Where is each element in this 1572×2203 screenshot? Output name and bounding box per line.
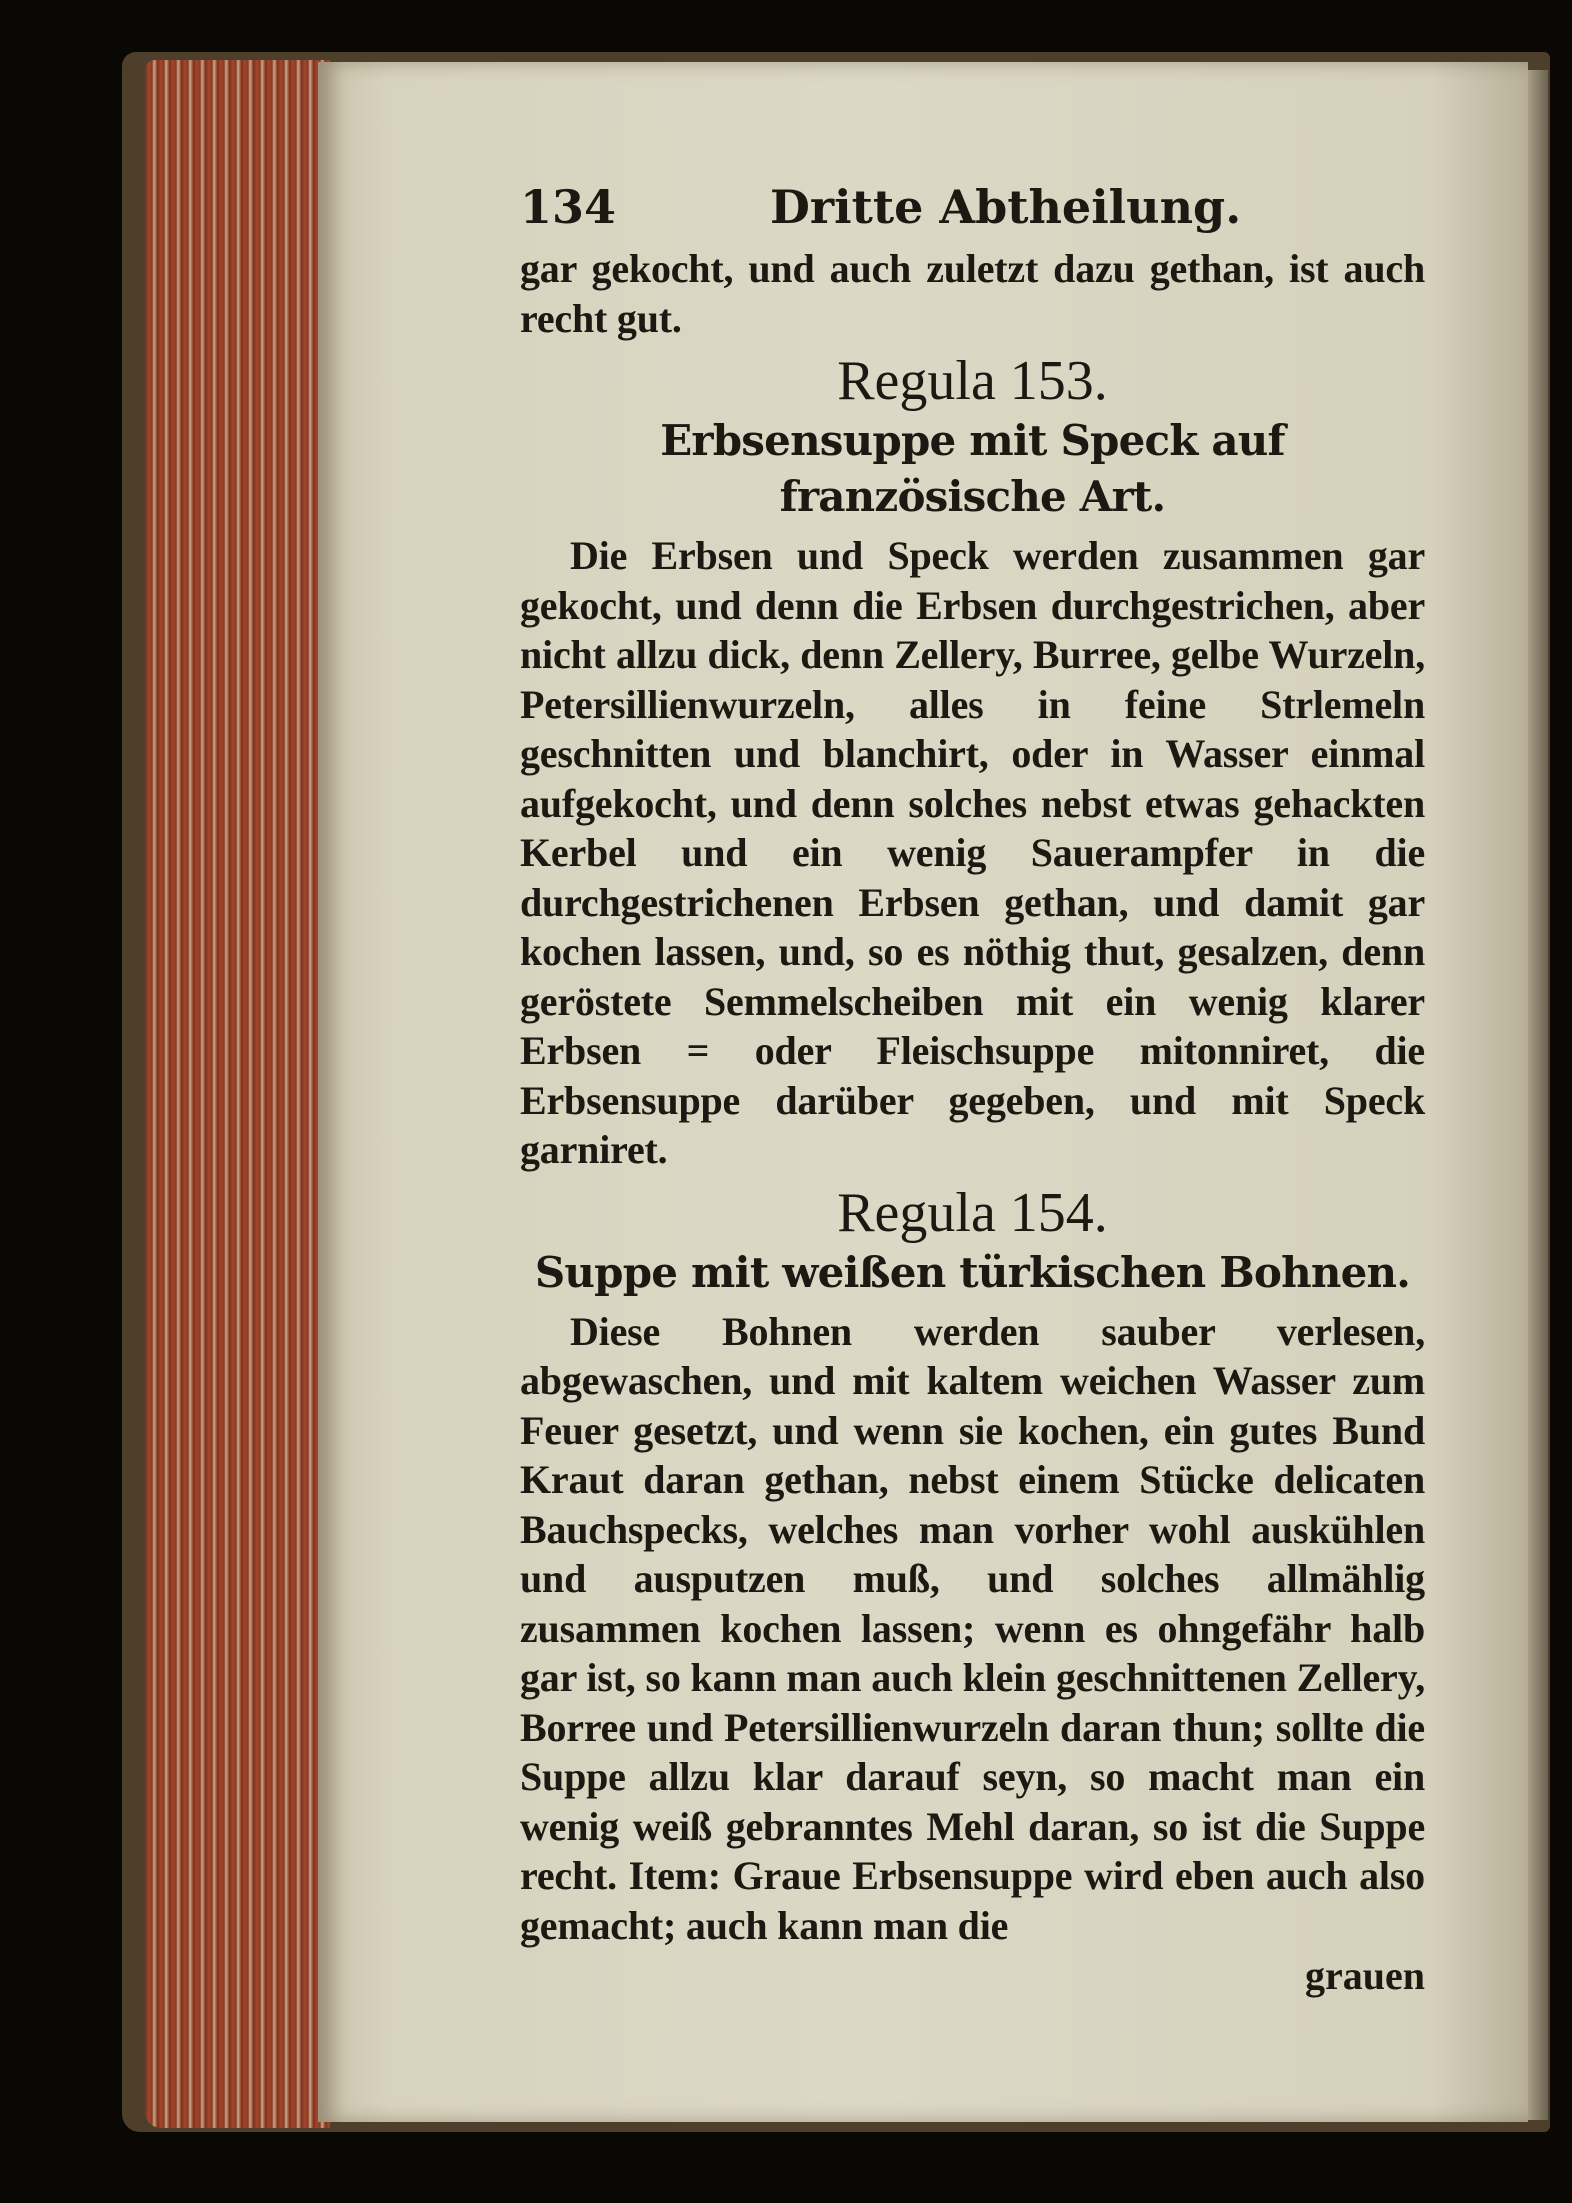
intro-paragraph: gar gekocht, und auch zuletzt dazu gethan, ist auch recht gut. xyxy=(520,246,1425,341)
page-gutter xyxy=(1528,70,1548,2120)
regula-154-title: Suppe mit weißen türkischen Bohnen. xyxy=(534,1247,1411,1297)
catchword: grauen xyxy=(1305,1953,1425,1998)
running-head: Dritte Abtheilung. xyxy=(770,180,1242,234)
regula-154-heading: Regula 154. xyxy=(837,1181,1108,1244)
page-edges xyxy=(145,60,330,2128)
page-number: 134 xyxy=(520,180,617,234)
regula-153-body: Die Erbsen und Speck werden zusammen gar gekocht, und denn die Erbsen durchgestrichen, aber nicht allzu dick, denn Zellery, Burree, gelbe Wurzeln, Petersillienwurzeln, alles in feine Strlemeln geschnitten und blanchirt, oder in Wasser einmal aufgekocht, und denn solches nebst etwas gehackten Kerbel und ein wenig Sauerampfer in die durchgestrichenen Erbsen gethan, und damit gar kochen lassen, und, so es nöthig thut, gesalzen, denn geröstete Semmelscheiben mit ein wenig klarer Erbsen = oder Fleischsuppe mitonniret, die Erbsensuppe darüber gegeben, und mit Speck garniret. xyxy=(520,533,1425,1172)
page-text xyxy=(520,180,1425,1999)
page-header xyxy=(520,180,1425,244)
regula-153-heading: Regula 153. xyxy=(837,350,1108,412)
regula-153-title: Erbsensuppe mit Speck auf französische Art. xyxy=(660,416,1285,521)
regula-154-body: Diese Bohnen werden sauber verlesen, abgewaschen, und mit kaltem weichen Wasser zum Feuer gesetzt, und wenn sie kochen, ein gutes Bund Kraut daran gethan, nebst einem Stücke delicaten Bauchspecks, welches man vorher wohl auskühlen und ausputzen muß, und solches allmählig zusammen kochen lassen; wenn es ohngefähr halb gar ist, so kann man auch klein geschnittenen Zellery, Borree und Petersillienwurzeln daran thun; sollte die Suppe allzu klar darauf seyn, so macht man ein wenig weiß gebranntes Mehl daran, so ist die Suppe recht. Item: Graue Erbsensuppe wird eben auch also gemacht; auch kann man die xyxy=(520,1308,1425,1948)
